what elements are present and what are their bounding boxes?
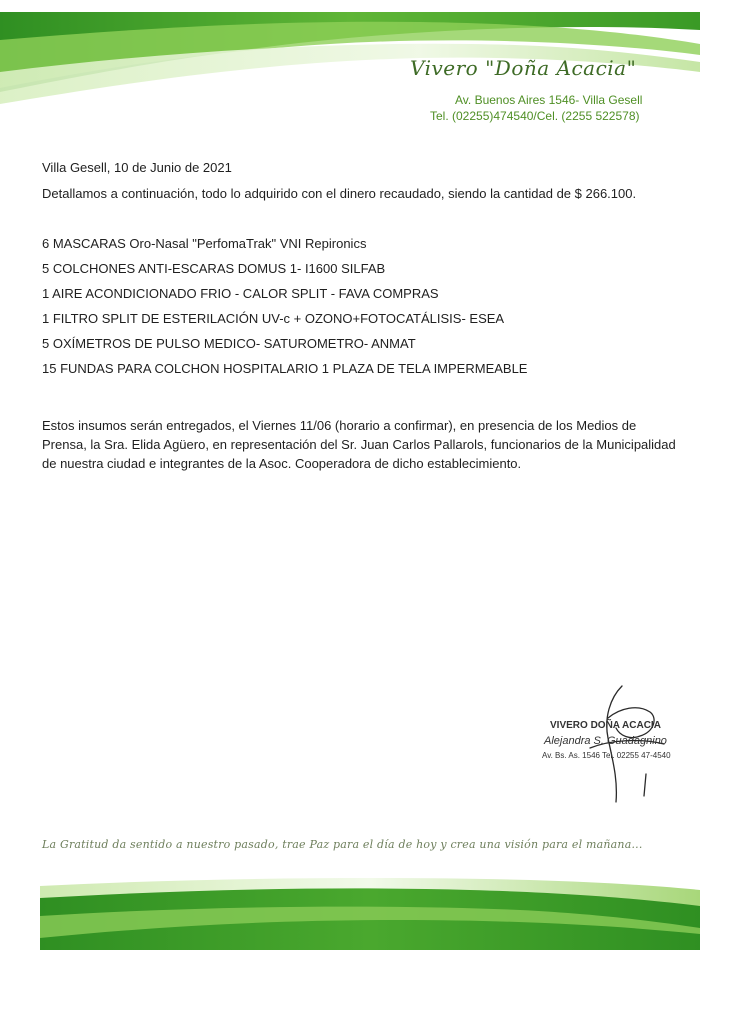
list-item: 6 MASCARAS Oro-Nasal "PerfomaTrak" VNI Repironics <box>42 236 367 251</box>
list-item: 1 AIRE ACONDICIONADO FRIO - CALOR SPLIT - FAVA COMPRAS <box>42 286 439 301</box>
letter-date: Villa Gesell, 10 de Junio de 2021 <box>42 160 232 175</box>
footer-quote: La Gratitud da sentido a nuestro pasado, trae Paz para el día de hoy y crea una visión para el mañana... <box>42 838 643 851</box>
list-item: 15 FUNDAS PARA COLCHON HOSPITALARIO 1 PLAZA DE TELA IMPERMEABLE <box>42 361 528 376</box>
stamp-contact: Av. Bs. As. 1546 Tel. 02255 47-4540 <box>542 751 671 760</box>
stamp-business-name: VIVERO DOÑA ACACIA <box>550 720 661 731</box>
brand-address: Av. Buenos Aires 1546- Villa Gesell <box>455 93 643 107</box>
stamp-person-name: Alejandra S. Guadagnino <box>544 735 667 747</box>
list-item: 1 FILTRO SPLIT DE ESTERILACIÓN UV-c + OZONO+FOTOCATÁLISIS- ESEA <box>42 311 505 326</box>
brand-name: Vivero "Doña Acacia" <box>410 56 637 80</box>
brand-phones: Tel. (02255)474540/Cel. (2255 522578) <box>430 109 640 123</box>
letter-intro: Detallamos a continuación, todo lo adquirido con el dinero recaudado, siendo la cantidad de $ 266.100. <box>42 186 637 201</box>
list-item: 5 OXÍMETROS DE PULSO MEDICO- SATUROMETRO- ANMAT <box>42 336 416 351</box>
signature-stamp <box>520 678 700 808</box>
list-item: 5 COLCHONES ANTI-ESCARAS DOMUS 1- I1600 SILFAB <box>42 261 386 276</box>
footer-banner <box>0 868 745 958</box>
purchase-list <box>42 236 527 386</box>
letter-closing: Estos insumos serán entregados, el Viernes 11/06 (horario a confirmar), en presencia de los Medios de Prensa, la Sra. Elida Agüero, en representación del Sr. Juan Carlos Pallarols, funcionarios de la Municipalidad de nuestra ciudad e integrantes de la Asoc. Cooperadora de dicho establecimiento. <box>42 418 676 471</box>
